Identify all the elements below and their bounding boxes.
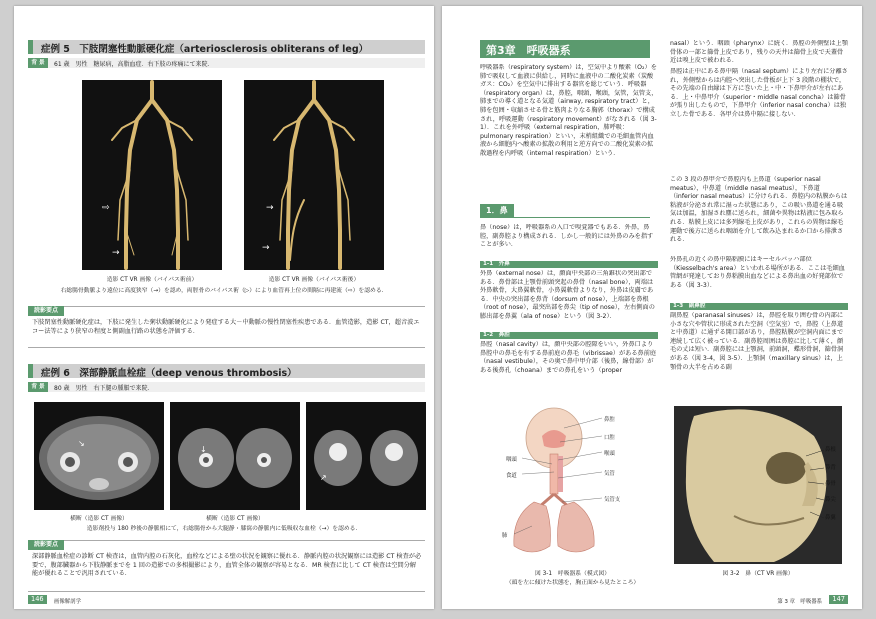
case6-title: 症例 6 深部静脈血栓症（deep venous thrombosis）	[41, 368, 297, 379]
col2-paranasal-text: 副鼻腔（paranasal sinuses）は，鼻腔を取り囲む骨の内部に小さな穴や管状に形成された空洞（空気室）で，鼻腔（上鼻道と中鼻道）に通ずる開口部があり，鼻腔粘膜が空洞内面にまで連続して広く被っている．副鼻腔周囲は鼻腔に比して薄く，顔毛の丈は短い．副鼻腔には上顎洞，前頭洞，蝶形骨洞，篩骨洞がある（図 3-4，図 3-5）．上顎洞（maxillary sinus）は，上顎骨の大半を占める副	[670, 312, 844, 371]
fig1-label-nasal-cavity: 鼻腔	[604, 417, 615, 423]
case5-point-text: 下肢閉塞性動脈硬化症は，下肢に発生した粥状動脈硬化により発症する大－中動脈の慢性閉塞性疾患である．血管造影，造影 CT，超音波エコー法等により狭窄の程度と側副血行路の状態を評価する．	[32, 319, 420, 335]
case5-image-note: 右総腸骨動脈より遠位に高度狭窄（→）を認め，両脛骨のバイパス術（▷）により血管再上位の間隔に再建流（⇨）を認める．	[60, 288, 388, 294]
case6-title-bar	[28, 364, 425, 378]
left-footer	[28, 595, 148, 605]
fig1-subcaption: （頭を左に傾けた状態を，胸正面から見たところ）	[505, 580, 640, 586]
case5-bg-tag: 背 景	[28, 58, 48, 68]
chapter-heading	[480, 40, 650, 58]
case6-point-label: 読影要点	[28, 540, 64, 550]
left-footer-title: 画像解剖学	[54, 599, 81, 605]
case5-image-pre	[82, 80, 222, 270]
case5-image-post	[244, 80, 384, 270]
nose-intro: 鼻（nose）は，呼吸器系の入口で嗅覚器でもある．外鼻，鼻腔，副鼻腔より構成される．しかし一般的には外鼻のみを指すことが多い．	[480, 224, 654, 249]
case5-bg-text: 61 歳 男性 糖尿病，高脂血症．右下肢の疼痛にて来院．	[54, 61, 214, 68]
external-nose-text: 外鼻（external nose）は，顔面中央部の三角錐状の突出部である．鼻骨部は上顎骨前頭突起の鼻骨（nasal bone），両端は外鼻軟骨，大鼻翼軟骨，小鼻翼軟骨よりなり，外鼻は皮膚である．中央の突出部を鼻背（dorsum of nose），上端部を鼻根（root of nose），最突出部を鼻尖（tip of nose），左右側面の膨出部を鼻翼（ala of nose）という（図 3-2）．	[480, 270, 655, 320]
fig1-caption: 図 3-1 呼吸器系（模式図）	[534, 571, 611, 577]
case6-bg-tag: 背 景	[28, 382, 48, 392]
fig2-label-tip: 鼻尖	[825, 497, 836, 503]
fig1-label-larynx: 喉頭	[604, 451, 615, 457]
vessel-render-post	[244, 80, 384, 270]
case5-point-label: 読影要点	[28, 306, 64, 316]
fig2-label-nasal-bone: 鼻骨	[825, 481, 836, 487]
right-page	[442, 6, 862, 609]
fig1-label-oral-cavity: 口腔	[604, 435, 615, 441]
nasal-cavity-text: 鼻腔（nasal cavity）は，顔中央部の腔隙をいい，外鼻口より鼻腔中の鼻毛を有する鼻前庭の鼻毛（vibrissae）がある鼻前庭（nasal vestibule），その奥で鼻中甲介部（後鼻，線骨部）がある後鼻孔（choana）までの鼻孔をいう（proper	[480, 341, 657, 374]
case6-bg-text: 80 歳 男性 右下腿の腫脹で来院．	[54, 385, 154, 392]
fig2-label-ala: 鼻翼	[825, 515, 836, 521]
case6-reading-points	[28, 540, 425, 592]
case6-image-2	[170, 402, 300, 510]
case5-title: 症例 5 下肢閉塞性動脈硬化症（arteriosclerosis obliterans of leg）	[41, 44, 369, 55]
svg-text:→: →	[266, 203, 274, 213]
case6-background	[28, 382, 425, 392]
fig2-label-dorsum: 鼻背	[825, 465, 836, 471]
case5-caption-post: 造影 CT VR 画像（バイパス術後）	[268, 277, 360, 283]
fig2-label-root: 鼻根	[825, 447, 836, 453]
case5-title-bar	[28, 40, 425, 54]
case6-caption-2: 横断（造影 CT 画像）	[206, 516, 264, 522]
case5-caption-pre: 造影 CT VR 画像（バイパス術前）	[106, 277, 198, 283]
ct-axial-thigh	[170, 402, 300, 510]
left-page	[14, 6, 434, 609]
svg-text:⇨: ⇨	[102, 203, 110, 213]
case5-reading-points	[28, 306, 425, 348]
col2-top-text: nasal）という．咽頭（pharynx）に続く．鼻腔の外側壁は上顎骨体の一部と篩骨上皮であり，残りの天井は篩骨上皮で天蓋骨近は嗅上皮で被われる．	[670, 40, 848, 65]
sub-heading-nasal-cavity: 1-2 鼻腔	[480, 332, 658, 339]
sub-heading-external-nose: 1-1 外鼻	[480, 261, 658, 268]
svg-text:→: →	[112, 248, 120, 258]
section-heading	[480, 204, 650, 218]
svg-text:↓: ↓	[200, 445, 207, 454]
left-page-number: 146	[28, 595, 47, 604]
vessel-render-pre	[82, 80, 222, 270]
figure-3-2	[674, 406, 842, 564]
case6-image-1	[34, 402, 164, 510]
fig1-label-lung: 肺	[502, 533, 508, 539]
fig1-label-pharynx: 咽頭	[506, 457, 517, 463]
figure-3-1	[492, 406, 662, 564]
col2-septum-text: 鼻腔は正中にある鼻中隔（nasal septum）により左右に分離され，外側壁からは内腔へ突出した骨板が上下 3 段階の棚状で，その先端の自由縁は下方に巻いた上・中・下鼻甲介が左右にある．上・中鼻甲介（superior・middle nasal concha）は篩骨が張り出したもので，下鼻甲介（inferior nasal concha）は独立した骨である．各甲介は鼻中隔に接しない．	[670, 68, 848, 118]
svg-text:↘: ↘	[78, 439, 85, 448]
right-page-number: 147	[829, 595, 848, 604]
chapter-title: 第3章 呼吸器系	[486, 44, 571, 57]
respiratory-schematic	[492, 406, 662, 564]
section-title: 1．鼻	[480, 204, 514, 217]
right-footer-chapter: 第 3 章 呼吸器系	[777, 599, 822, 605]
fig1-label-trachea: 気管	[604, 471, 615, 477]
case6-image-note: 造影剤投与 180 秒後の静脈相にて，右総腸骨から大腿静・膝窩の静脈内に低吸収な血栓（→）を認める．	[86, 526, 362, 532]
intro-paragraph: 呼吸器系（respiratory system）は，空気中より酸素（O₂）を肺で吸収して血液に供給し，同時に血液中の二酸化炭素（炭酸ガス：CO₂）を空気中に排出する器官を総じていう．呼吸器（respiratory organ）は，鼻腔，咽頭，喉頭，気管，気管支，肺までの導く道となる気道（airway, respiratory tract）と，肺を包囲・収縮させる骨と筋肉よりなる胸郭（thorax）で構成され，呼吸運動（respiratory movement）がなされる（図 3-1）．これを外呼吸（external respiration，肺呼吸：pulmonary respiration）といい，末梢組織での毛細血管内血液から細胞内へ酸素の拡散の利用と逆方向での二酸化炭素の拡散過程を内呼吸（internal respiration）という．	[480, 64, 658, 157]
col2-meatus-text: この 3 段の鼻甲介で鼻腔内も上鼻道（superior nasal meatus），中鼻道（middle nasal meatus），下鼻道（inferior nasal meatus）に分けられる．鼻腔内の粘膜からは粘液が分泌され常に湿った状態にあり，この吸い鼻道を通る吸気は加温，加湿され塵に送られ，細菌や異物は粘液に包み取られる．粘膜上皮には多列線毛上皮があり，これらの異物は線毛運動で後方に送られ咽頭を介して飲み込まれるか口から排泄される．	[670, 176, 848, 244]
fig1-label-bronchus: 気管支	[604, 497, 621, 503]
case6-caption-1: 横断（造影 CT 画像）	[70, 516, 128, 522]
fig2-caption: 図 3-2 鼻（CT VR 画像）	[722, 571, 794, 577]
case5-background	[28, 58, 425, 68]
case6-point-text: 深部静脈血栓症の診断 CT 検査は，血管内腔の石灰化，血栓などによる壁の状況を観察に優れる．静脈内腔の状況観察には造影 CT 検査が必要で，腹部臓器から下肢静脈までを 1 回の造影での多相撮影により，血管全体の観察が容易となる．MR 検査に比して CT 検査は空間分解能が優れることで汎用されている．	[32, 553, 422, 578]
fig1-label-esophagus: 食道	[506, 473, 517, 479]
sub-heading-paranasal: 1-3 副鼻腔	[670, 303, 848, 310]
skull-vr-render	[674, 406, 842, 564]
svg-text:→: →	[262, 243, 270, 253]
svg-text:↗: ↗	[320, 473, 327, 482]
col2-kiesselbach-text: 外鼻孔の近くの鼻中隔粘膜にはキーセルバッハ部位（Kiesselbach's area）といわれる場所がある．ここは毛細血管網が発達しており鼻粘膜出血などによる鼻出血の好発部位である（図 3-3）．	[670, 256, 845, 289]
case6-image-3	[306, 402, 426, 510]
right-footer	[708, 595, 848, 605]
ct-axial-pelvis	[34, 402, 164, 510]
ct-axial-knee	[306, 402, 426, 510]
